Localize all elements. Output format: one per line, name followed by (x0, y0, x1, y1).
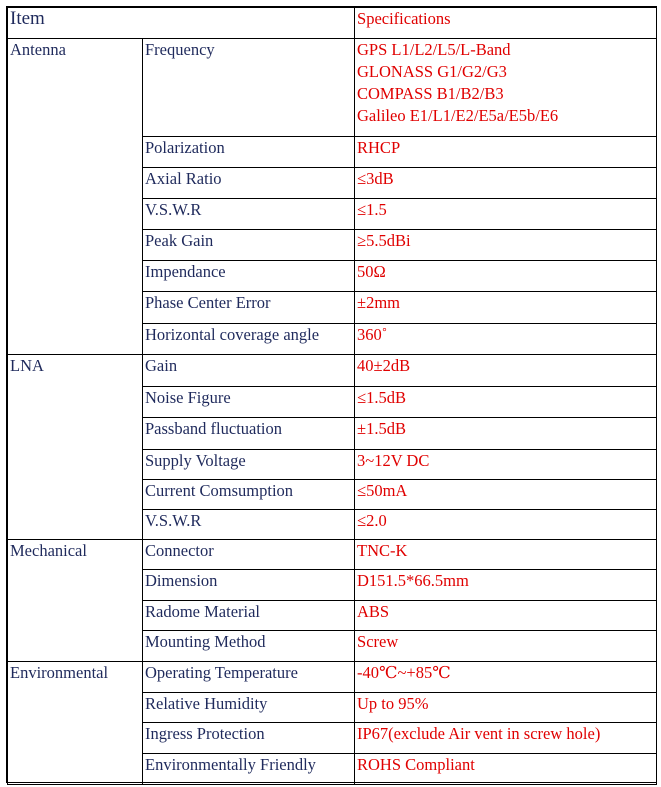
value-line: Galileo E1/L1/E2/E5a/E5b/E6 (357, 106, 559, 125)
param-cell: Gain (143, 355, 355, 387)
param-cell: V.S.W.R (143, 199, 355, 230)
param-cell: Phase Center Error (143, 292, 355, 324)
group-lna: LNA (8, 355, 143, 540)
value-cell: D151.5*66.5mm (355, 570, 657, 601)
value-cell: 3~12V DC (355, 450, 657, 480)
param-cell: Radome Material (143, 601, 355, 631)
param-cell: Axial Ratio (143, 168, 355, 199)
param-cell: Operating Temperature (143, 662, 355, 693)
param-cell: Relative Humidity (143, 693, 355, 723)
value-cell: ABS (355, 601, 657, 631)
table-row (8, 662, 657, 693)
value-line: COMPASS B1/B2/B3 (357, 84, 504, 103)
param-cell: Polarization (143, 137, 355, 168)
group-antenna: Antenna (8, 39, 143, 355)
value-cell: TNC-K (355, 540, 657, 570)
param-cell: Peak Gain (143, 230, 355, 261)
value-cell: ≥5.5dBi (355, 230, 657, 261)
spec-table (7, 7, 657, 785)
param-cell: Current Comsumption (143, 480, 355, 510)
param-cell: Impendance (143, 261, 355, 292)
param-cell: Environmentally Friendly (143, 754, 355, 785)
param-cell: Dimension (143, 570, 355, 601)
param-cell: Frequency (143, 39, 355, 137)
value-cell: ≤1.5dB (355, 387, 657, 418)
value-line: GPS L1/L2/L5/L-Band (357, 40, 511, 59)
value-cell: ROHS Compliant (355, 754, 657, 785)
table-row (8, 540, 657, 570)
table-row (8, 39, 657, 137)
param-cell: Noise Figure (143, 387, 355, 418)
value-cell: IP67(exclude Air vent in screw hole) (355, 723, 657, 754)
param-cell: Horizontal coverage angle (143, 324, 355, 355)
group-mechanical: Mechanical (8, 540, 143, 662)
param-cell: Supply Voltage (143, 450, 355, 480)
spec-sheet (6, 6, 657, 783)
value-cell: 40±2dB (355, 355, 657, 387)
value-line: GLONASS G1/G2/G3 (357, 62, 507, 81)
value-cell: Screw (355, 631, 657, 662)
param-cell: V.S.W.R (143, 510, 355, 540)
value-cell: Up to 95% (355, 693, 657, 723)
value-cell: -40℃~+85℃ (355, 662, 657, 693)
value-cell: ±2mm (355, 292, 657, 324)
value-cell: ≤1.5 (355, 199, 657, 230)
group-environmental: Environmental (8, 662, 143, 785)
value-cell: RHCP (355, 137, 657, 168)
param-cell: Connector (143, 540, 355, 570)
header-item: Item (8, 8, 355, 39)
header-row (8, 8, 657, 39)
param-cell: Mounting Method (143, 631, 355, 662)
header-specifications: Specifications (355, 8, 657, 39)
value-cell: ≤2.0 (355, 510, 657, 540)
value-cell: ≤3dB (355, 168, 657, 199)
value-cell: ±1.5dB (355, 418, 657, 450)
value-cell: 360˚ (355, 324, 657, 355)
param-cell: Ingress Protection (143, 723, 355, 754)
value-cell-frequency (355, 39, 657, 137)
param-cell: Passband fluctuation (143, 418, 355, 450)
table-row (8, 355, 657, 387)
value-cell: 50Ω (355, 261, 657, 292)
value-cell: ≤50mA (355, 480, 657, 510)
